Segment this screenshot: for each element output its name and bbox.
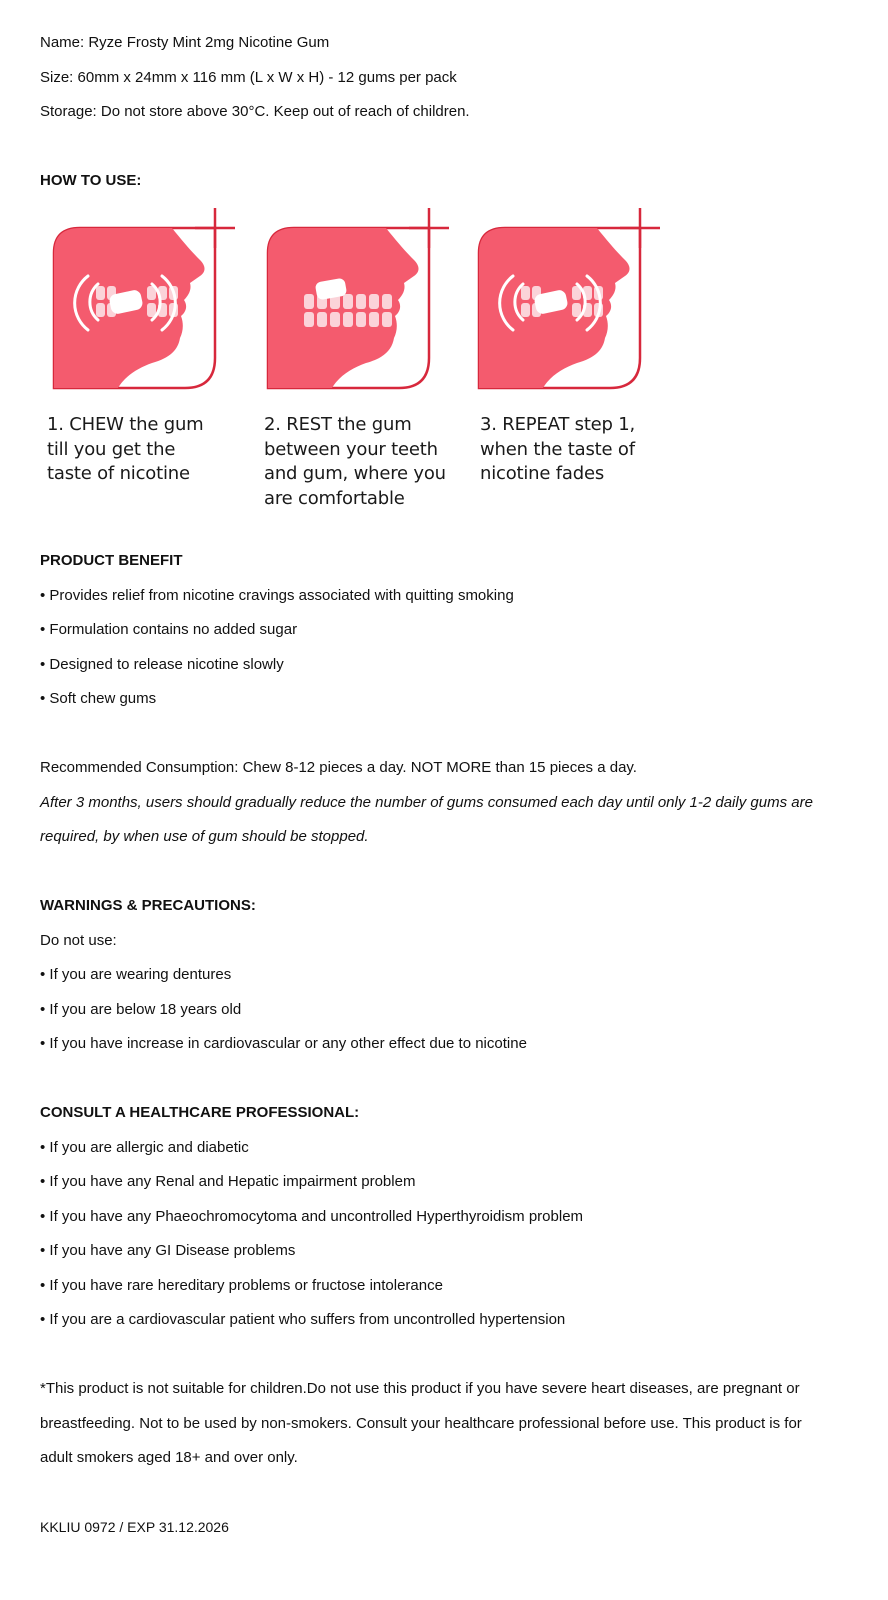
step-3 [465, 208, 675, 484]
resting-gum-face-icon [254, 208, 454, 393]
product-name: Name: Ryze Frosty Mint 2mg Nicotine Gum [40, 34, 330, 51]
disclaimer-line: adult smokers aged 18+ and over only. [40, 1449, 298, 1466]
warnings-intro: Do not use: [40, 932, 117, 949]
warning-item: • If you are wearing dentures [40, 966, 232, 983]
benefit-item: • Soft chew gums [40, 690, 157, 707]
step-2-text: 2. REST the gum between your teeth and gum, where you are comfortable [264, 414, 446, 509]
consult-item: • If you have rare hereditary problems or fructose intolerance [40, 1277, 443, 1294]
benefit-item: • Designed to release nicotine slowly [40, 656, 284, 673]
benefit-item: • Provides relief from nicotine cravings associated with quitting smoking [40, 587, 514, 604]
consumption-note: required, by when use of gum should be stopped. [40, 828, 369, 845]
consult-item: • If you are allergic and diabetic [40, 1139, 249, 1156]
benefit-item: • Formulation contains no added sugar [40, 621, 298, 638]
how-to-use-steps [40, 208, 740, 508]
warnings-heading: WARNINGS & PRECAUTIONS: [40, 897, 256, 914]
disclaimer-line: *This product is not suitable for children.Do not use this product if you have severe heart diseases, are pregnant or [40, 1380, 800, 1397]
how-to-use-heading: HOW TO USE: [40, 172, 142, 189]
consult-item: • If you have any Phaeochromocytoma and uncontrolled Hyperthyroidism problem [40, 1208, 584, 1225]
consult-item: • If you are a cardiovascular patient who suffers from uncontrolled hypertension [40, 1311, 566, 1328]
step-2 [254, 208, 464, 509]
benefit-heading: PRODUCT BENEFIT [40, 552, 183, 569]
step-1-text: 1. CHEW the gum till you get the taste of nicotine [47, 414, 204, 484]
disclaimer-line: breastfeeding. Not to be used by non-smokers. Consult your healthcare professional before use. This product is for [40, 1415, 802, 1432]
warning-item: • If you have increase in cardiovascular or any other effect due to nicotine [40, 1035, 527, 1052]
consumption-note: After 3 months, users should gradually reduce the number of gums consumed each day until only 1-2 daily gums are [40, 794, 813, 811]
license-expiry-code: KKLIU 0972 / EXP 31.12.2026 [40, 1519, 229, 1535]
step-1 [40, 208, 250, 484]
recommended-consumption: Recommended Consumption: Chew 8-12 pieces a day. NOT MORE than 15 pieces a day. [40, 759, 637, 776]
chewing-face-icon [40, 208, 240, 393]
warning-item: • If you are below 18 years old [40, 1001, 242, 1018]
product-size: Size: 60mm x 24mm x 116 mm (L x W x H) - 12 gums per pack [40, 69, 457, 86]
step-3-text: 3. REPEAT step 1, when the taste of nicotine fades [480, 414, 636, 484]
product-storage: Storage: Do not store above 30°C. Keep out of reach of children. [40, 103, 470, 120]
repeat-chew-face-icon [465, 208, 665, 393]
consult-item: • If you have any Renal and Hepatic impairment problem [40, 1173, 416, 1190]
consult-item: • If you have any GI Disease problems [40, 1242, 296, 1259]
consult-heading: CONSULT A HEALTHCARE PROFESSIONAL: [40, 1104, 360, 1121]
